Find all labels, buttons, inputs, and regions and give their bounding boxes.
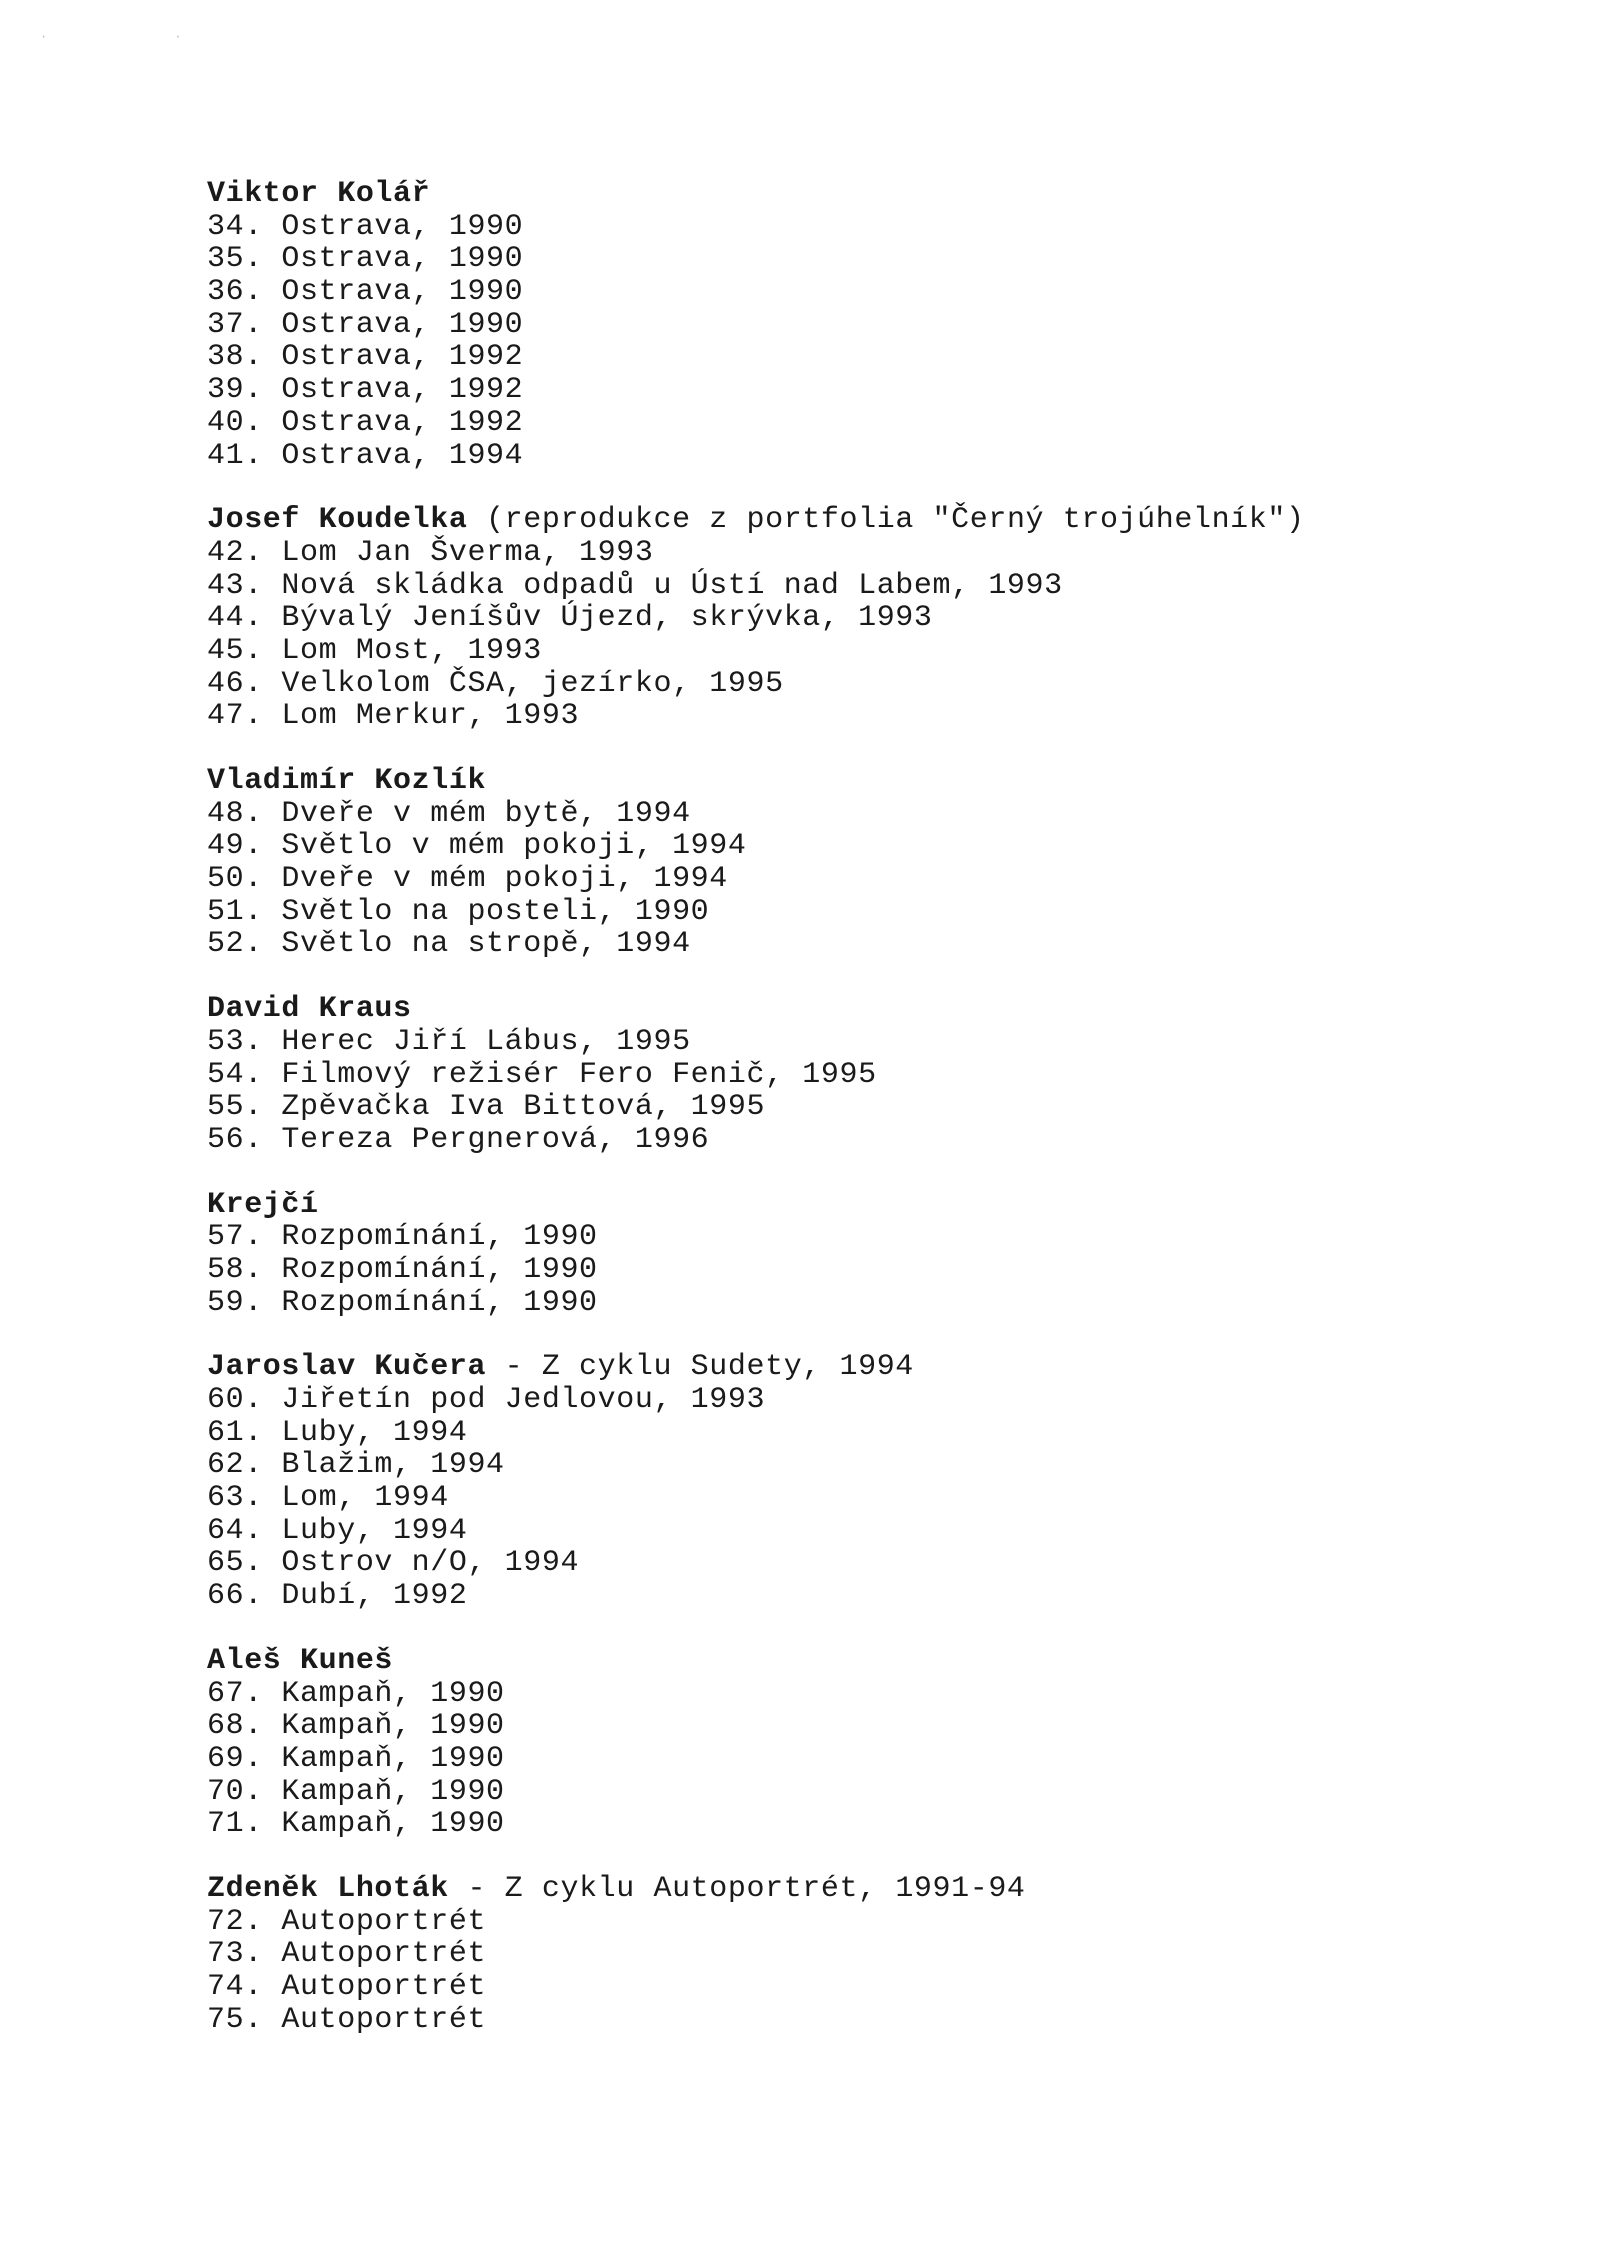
artist-section (207, 1873, 1507, 2036)
list-item: 39. Ostrava, 1992 (207, 373, 524, 408)
artist-note: - Z cyklu Autoportrét, 1991-94 (448, 1871, 1026, 1906)
artist-section (207, 1351, 1507, 1613)
list-item: 42. Lom Jan Šverma, 1993 (207, 535, 654, 570)
artist-note: (reprodukce z portfolia "Černý trojúhelník") (467, 503, 1305, 538)
list-item: 57. Rozpomínání, 1990 (207, 1220, 598, 1255)
list-item: 58. Rozpomínání, 1990 (207, 1252, 598, 1287)
list-item: 35. Ostrava, 1990 (207, 242, 524, 277)
list-item: 75. Autoportrét (207, 2002, 487, 2037)
artist-heading (207, 178, 1507, 211)
list-item: 63. Lom, 1994 (207, 1481, 449, 1516)
artist-section (207, 993, 1507, 1156)
artist-section (207, 1645, 1507, 1841)
list-item: 38. Ostrava, 1992 (207, 340, 524, 375)
artist-note: - Z cyklu Sudety, 1994 (486, 1350, 914, 1385)
artist-heading (207, 1189, 1507, 1222)
artist-name: Viktor Kolář (207, 177, 431, 211)
list-item: 69. Kampaň, 1990 (207, 1741, 505, 1776)
list-item: 48. Dveře v mém bytě, 1994 (207, 796, 691, 831)
list-item: 51. Světlo na posteli, 1990 (207, 894, 710, 929)
artist-section (207, 765, 1507, 961)
list-item: 49. Světlo v mém pokoji, 1994 (207, 829, 747, 864)
list-item: 66. Dubí, 1992 (207, 1579, 468, 1614)
list-item: 72. Autoportrét (207, 1904, 487, 1939)
artist-name: Jaroslav Kučera (207, 1350, 487, 1385)
list-item: 73. Autoportrét (207, 1937, 487, 1972)
artist-section (207, 178, 1507, 472)
list-item: 43. Nová skládka odpadů u Ústí nad Labem, 1993 (207, 568, 1063, 603)
list-item: 34. Ostrava, 1990 (207, 209, 524, 244)
list-item: 65. Ostrov n/O, 1994 (207, 1546, 580, 1581)
list-item: 62. Blažim, 1994 (207, 1448, 505, 1483)
list-item: 45. Lom Most, 1993 (207, 633, 542, 668)
artist-name: Josef Koudelka (207, 503, 468, 538)
artist-name: Vladimír Kozlík (207, 764, 487, 798)
artist-section (207, 504, 1507, 733)
list-item: 74. Autoportrét (207, 1970, 487, 2004)
list-item: 47. Lom Merkur, 1993 (207, 699, 580, 734)
artist-heading (207, 1645, 1507, 1678)
list-item: 46. Velkolom ČSA, jezírko, 1995 (207, 666, 784, 701)
list-item: 60. Jiřetín pod Jedlovou, 1993 (207, 1383, 766, 1417)
list-item: 67. Kampaň, 1990 (207, 1676, 505, 1711)
list-item: 50. Dveře v mém pokoji, 1994 (207, 862, 728, 897)
list-item: 70. Kampaň, 1990 (207, 1774, 505, 1809)
list-item: 68. Kampaň, 1990 (207, 1709, 505, 1744)
list-item: 59. Rozpomínání, 1990 (207, 1285, 598, 1320)
list-item: 56. Tereza Pergnerová, 1996 (207, 1122, 710, 1157)
list-item: 71. Kampaň, 1990 (207, 1807, 505, 1842)
artist-name: Aleš Kuneš (207, 1643, 394, 1678)
artist-name: David Kraus (207, 992, 412, 1027)
list-item: 53. Herec Jiří Lábus, 1995 (207, 1024, 691, 1059)
list-item: 44. Bývalý Jeníšův Újezd, skrývka, 1993 (207, 601, 933, 636)
list-item: 55. Zpěvačka Iva Bittová, 1995 (207, 1090, 766, 1125)
artist-name: Zdeněk Lhoták (207, 1871, 449, 1906)
list-item: 36. Ostrava, 1990 (207, 275, 524, 310)
artist-section (207, 1189, 1507, 1320)
list-item: 64. Luby, 1994 (207, 1513, 468, 1548)
list-item: 52. Světlo na stropě, 1994 (207, 927, 691, 962)
list-item: 37. Ostrava, 1990 (207, 307, 524, 342)
artist-heading (207, 993, 1507, 1026)
list-item: 40. Ostrava, 1992 (207, 405, 524, 440)
artist-name: Krejčí (207, 1187, 319, 1222)
scan-specks: · · (40, 30, 242, 44)
artist-heading (207, 1873, 1507, 1906)
artwork-list (207, 178, 1507, 2068)
list-item: 41. Ostrava, 1994 (207, 438, 524, 473)
list-item: 61. Luby, 1994 (207, 1415, 468, 1450)
artist-heading (207, 504, 1507, 537)
list-item: 54. Filmový režisér Fero Fenič, 1995 (207, 1057, 877, 1092)
artist-heading (207, 765, 1507, 798)
artist-heading (207, 1351, 1507, 1384)
